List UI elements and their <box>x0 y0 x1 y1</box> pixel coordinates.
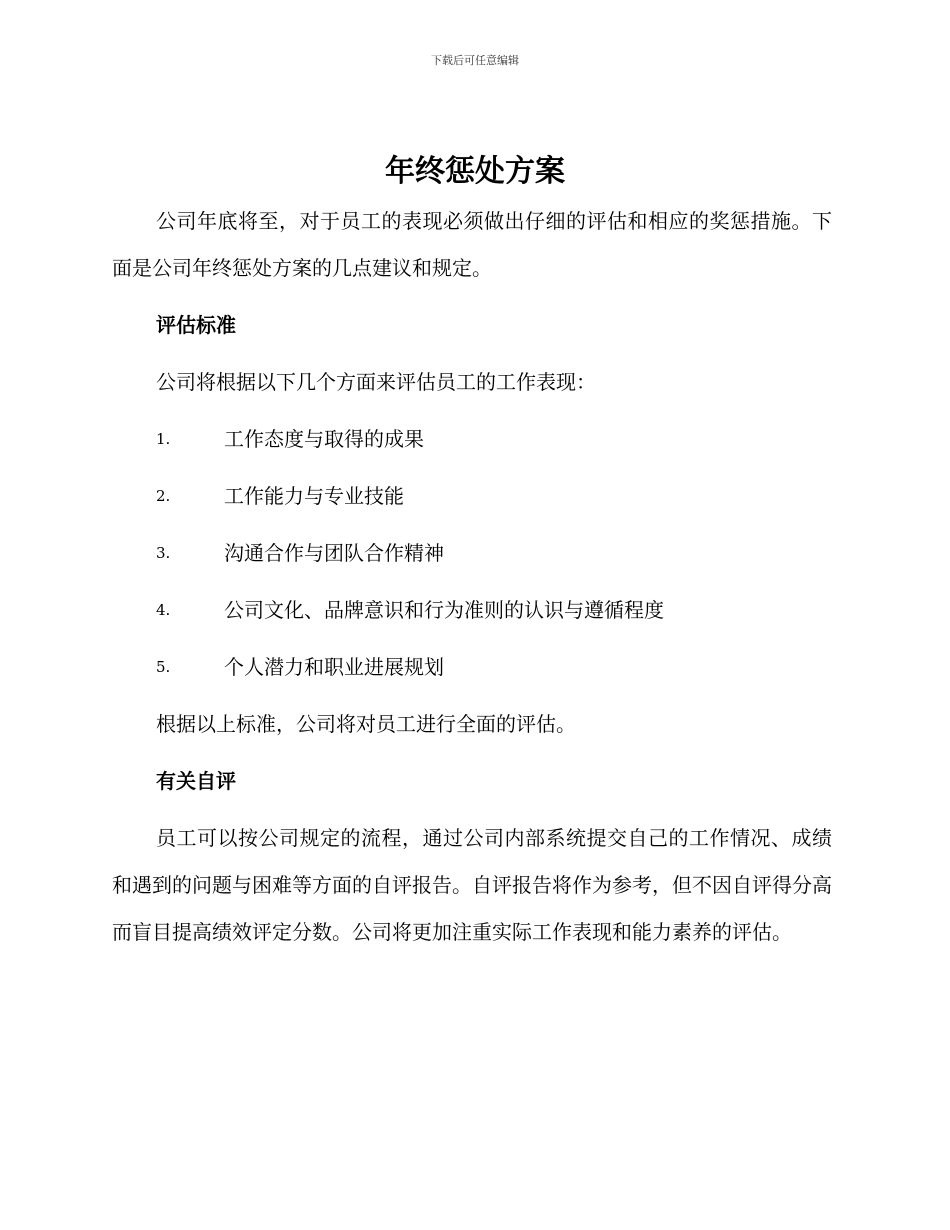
list-item <box>112 530 832 577</box>
self-evaluation-paragraph: 员工可以按公司规定的流程，通过公司内部系统提交自己的工作情况、成绩和遇到的问题与困难等方面的自评报告。自评报告将作为参考，但不因自评得分高而盲目提高绩效评定分数。公司将更加注重实际工作表现和能力素养的评估。 <box>112 826 832 944</box>
section-heading-self-evaluation: 有关自评 <box>156 769 236 793</box>
list-item-number: 5. <box>156 658 171 676</box>
document-title: 年终惩处方案 <box>385 154 565 189</box>
list-item-text: 工作态度与取得的成果 <box>224 427 424 451</box>
evaluation-lead-paragraph: 公司将根据以下几个方面来评估员工的工作表现： <box>156 370 596 394</box>
section-heading-evaluation-criteria: 评估标准 <box>156 313 236 337</box>
evaluation-conclusion-paragraph: 根据以上标准，公司将对员工进行全面的评估。 <box>156 712 576 736</box>
document-body <box>112 198 832 966</box>
list-item <box>112 644 832 691</box>
list-item <box>112 416 832 463</box>
list-item-text: 公司文化、品牌意识和行为准则的认识与遵循程度 <box>224 598 664 622</box>
list-item-number: 3. <box>156 544 171 562</box>
intro-paragraph: 公司年底将至，对于员工的表现必须做出仔细的评估和相应的奖惩措施。下面是公司年终惩处方案的几点建议和规定。 <box>112 209 832 280</box>
list-item-text: 沟通合作与团队合作精神 <box>224 541 444 565</box>
list-item-number: 4. <box>156 601 171 619</box>
list-item <box>112 587 832 634</box>
header-note: 下载后可任意编辑 <box>431 54 519 67</box>
list-item-text: 个人潜力和职业进展规划 <box>224 655 444 679</box>
list-item <box>112 473 832 520</box>
list-item-number: 2. <box>156 487 171 505</box>
criteria-list <box>112 416 832 691</box>
list-item-text: 工作能力与专业技能 <box>224 484 404 508</box>
list-item-number: 1. <box>156 430 171 448</box>
